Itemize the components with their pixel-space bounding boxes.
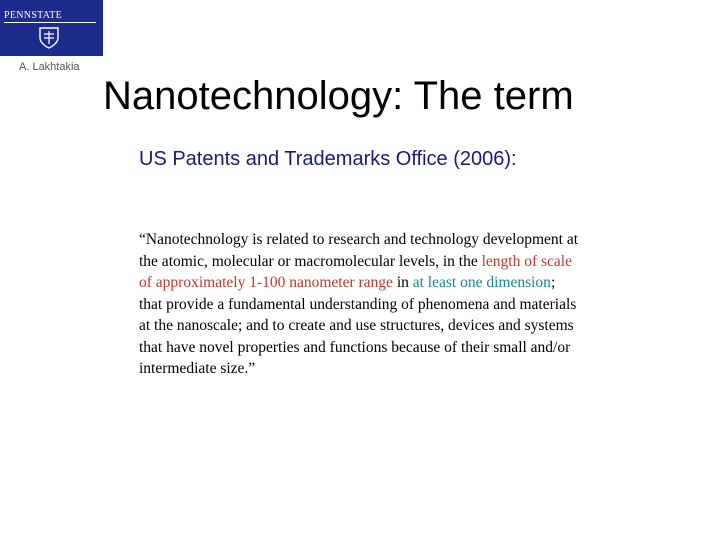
quote-text-3: ; that provide a fundamental understanding of phenomena and materials at the nanoscale; and to create and use structures, devices and systems that have novel properties and functions because of their small and/or intermediate size.” <box>139 274 577 377</box>
slide-subtitle: US Patents and Trademarks Office (2006): <box>139 148 517 170</box>
shield-icon <box>38 26 60 50</box>
penn-state-logo <box>0 0 103 56</box>
quote-highlight-length-scale: length of scale of approximately 1-100 nanometer range <box>139 252 572 291</box>
logo-divider <box>4 22 96 23</box>
quote-text-1: “Nanotechnology is related to research and technology development at the atomic, molecular or macromolecular levels, in the <box>139 231 579 270</box>
logo-wordmark: PENNSTATE <box>4 10 63 21</box>
definition-quote <box>139 229 579 380</box>
quote-text-2: in <box>392 274 413 291</box>
slide-title: Nanotechnology: The term <box>103 74 574 118</box>
author-label: A. Lakhtakia <box>19 61 80 73</box>
quote-highlight-dimension: at least one dimension <box>412 274 551 291</box>
